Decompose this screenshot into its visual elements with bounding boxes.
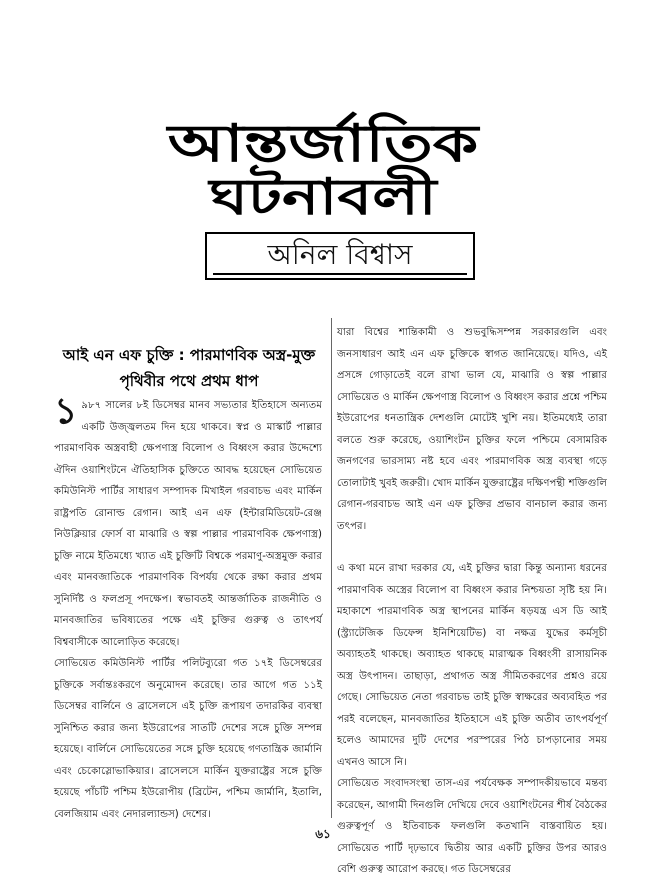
page-number: ৬১ <box>315 827 331 841</box>
left-paragraph-1-text: ৯৮৭ সালের ৮ই ডিসেম্বর মানব সভ্যতার ইতিহাসে অন্যতম একটি উজ্জ্বলতম দিন হয়ে থাকবে। স্বপ্ন ও মাস্কার্ট পাল্লার পারমাণবিক অস্ত্রবাহী ক্ষেপণাস্ত্র বিলোপ ও বিধ্বংস করার উদ্দেশ্যে ঐদিন ওয়াশিংটনে ঐতিহাসিক চুক্তিতে আবদ্ধ হয়েছেন সোভিয়েত কমিউনিস্ট পার্টির সাধারণ সম্পাদক মিখাইল গরবাচভ এবং মার্কিন রাষ্ট্রপতি রোনাল্ড রেগান। আই এন এফ (ইন্টারমিডিয়েট-রেঞ্জ নিউক্লিয়ার ফোর্স বা মাঝারি ও স্বল্প পাল্লার পারমাণবিক ক্ষেপণাস্ত্র) চুক্তি নামে ইতিমধ্যে খ্যাত এই চুক্তিটি বিশ্বকে পরমাণু-অস্ত্রমুক্ত করার এবং মানবজাতিকে পারমাণবিক বিপর্যয় থেকে রক্ষা করার প্রথম সুনির্দিষ্ট ও ফলপ্রসূ পদক্ষেপ। স্বভাবতই আন্তর্জাতিক রাজনীতি ও মানবজাতির ভবিষ্যতের পক্ষে এই চুক্তির গুরুত্ব ও তাৎপর্য বিশ্ববাসীকে আলোড়িত করেছে। <box>54 400 322 648</box>
author-underline <box>213 273 467 275</box>
author-name: অনিল বিশ্বাস <box>267 237 413 271</box>
left-paragraph-1 <box>54 391 322 653</box>
section-title-line2: ঘটনাবলী <box>209 168 437 226</box>
column-divider <box>331 318 332 818</box>
right-column <box>337 322 607 881</box>
article-headline-line2: পৃথিবীর পথে প্রথম ধাপ <box>119 372 259 390</box>
article-headline-line1: আই এন এফ চুক্তি : পারমাণবিক অস্ত্র-মুক্ত <box>62 346 316 364</box>
drop-cap: ১ <box>54 391 78 432</box>
paragraph-gap <box>337 537 607 558</box>
section-title-line1: আন্তর্জাতিক <box>167 114 479 174</box>
right-paragraph-1: যারা বিশ্বের শান্তিকামী ও শুভবুদ্ধিসম্পন্ন সরকারগুলি এবং জনসাধারণ আই এন এফ চুক্তিকে স্বাগত জানিয়েছে। যদিও, এই প্রসঙ্গে গোড়াতেই বলে রাখা ভাল যে, মাঝারি ও স্বল্প পাল্লার সোভিয়েত ও মার্কিন ক্ষেপণাস্ত্র বিলোপ ও বিধ্বংস করার প্রশ্নে পশ্চিম ইউরোপের ধনতান্ত্রিক দেশগুলি মোটেই খুশি নয়। ইতিমধ্যেই তারা বলতে শুরু করেছে, ওয়াশিংটন চুক্তির ফলে পশ্চিমে বেসামরিক জনগণের ভারসাম্য নষ্ট হবে এবং পারমাণবিক অস্ত্র ব্যবস্থা গড়ে তোলাটাই খুবই জরুরী। খোদ মার্কিন যুক্তরাষ্ট্রের দক্ষিণপন্থী শক্তিগুলি রেগান-গরবাচভ আই এন এফ চুক্তির প্রভাব বানচাল করার জন্য তৎপর। <box>337 327 607 532</box>
left-paragraph-2: সোভিয়েত কমিউনিস্ট পার্টির পলিটব্যুরো গত ১৭ই ডিসেম্বরের চুক্তিকে সর্বান্তঃকরণে অনুমোদন করেছে। তার আগে গত ১১ই ডিসেম্বর বার্লিনে ও ব্রাসেলসে এই চুক্তি রূপায়ণ তদারকির ব্যবস্থা সুনিশ্চিত করার জন্য ইউরোপের সাতটি দেশের সঙ্গে চুক্তি সম্পন্ন হয়েছে। বার্লিনে সোভিয়েতের সঙ্গে চুক্তি হয়েছে গণতান্ত্রিক জার্মানি এবং চেকোস্লোভাকিয়ার। ব্রাসেলসে মার্কিন যুক্তরাষ্ট্রের সঙ্গে চুক্তি হয়েছে পাঁচটি পশ্চিম ইউরোপীয় (ব্রিটেন, পশ্চিম জার্মানি, ইতালি, বেলজিয়াম এবং নেদারল্যান্ডস) দেশের। <box>54 658 322 820</box>
right-paragraph-3: সোভিয়েত সংবাদসংস্থা তাস-এর পর্যবেক্ষক সম্পাদকীয়ভাবে মন্তব্য করেছেন, আগামী দিনগুলি দেখিয়ে দেবে ওয়াশিংটনের শীর্ষ বৈঠকের গুরুত্বপূর্ণ ও ইতিবাচক ফলগুলি কতখানি বাস্তবায়িত হয়। সোভিয়েত পার্টি দৃঢ়ভাবে দ্বিতীয় আর একটি চুক্তির উপর আরও বেশি গুরুত্ব আরোপ করছে। গত ডিসেম্বরের <box>337 778 607 875</box>
author-box <box>205 232 475 280</box>
left-column <box>54 391 322 825</box>
right-paragraph-2: এ কথা মনে রাখা দরকার যে, এই চুক্তির দ্বারা কিন্তু অন্যান্য ধরনের পারমাণবিক অস্ত্রের বিলোপ বা বিধ্বংস করার নিশ্চয়তা সৃষ্টি হয় নি। মহাকাশে পারমাণবিক অস্ত্র স্থাপনের মার্কিন ষড়যন্ত্র এস ডি আই (স্ট্র্যাটেজিক ডিফেন্স ইনিশিয়েটিভ) বা নক্ষত্র যুদ্ধের কর্মসূচী অব্যাহতই থাকছে। অব্যাহত থাকছে মারাত্মক বিধ্বংসী রাসায়নিক অস্ত্র উৎপাদন। তাছাড়া, প্রথাগত অস্ত্র সীমিতকরণের প্রশ্নও রয়ে গেছে। সোভিয়েত নেতা গরবাচভ তাই চুক্তি স্বাক্ষরের অব্যবহিত পর পরই বলেছেন, মানবজাতির ইতিহাসে এই চুক্তি অতীব তাৎপর্যপূর্ণ হলেও আমাদের দুটি দেশের পরস্পরের পিঠ চাপড়ানোর সময় এখনও আসে নি। <box>337 563 607 768</box>
